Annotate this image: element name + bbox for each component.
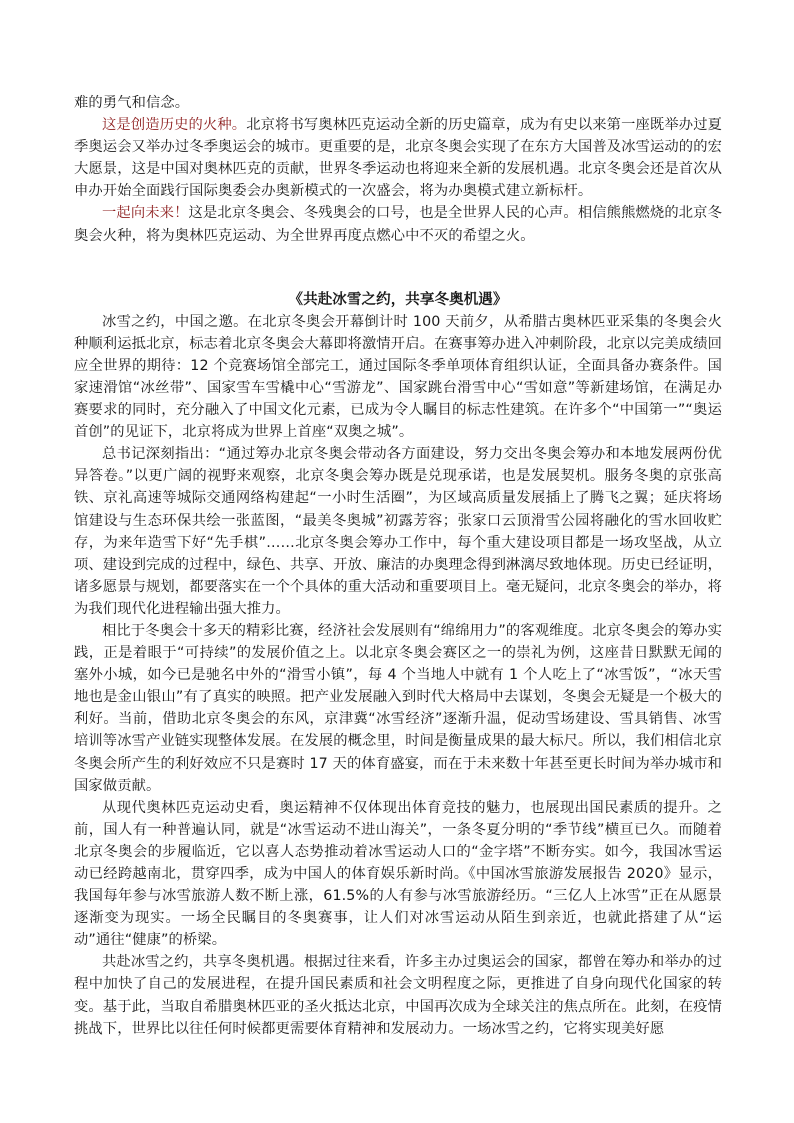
intro-paragraph-2 bbox=[74, 202, 722, 246]
intro-paragraph-2-body: 这是北京冬奥会、冬残奥会的口号，也是全世界人民的心声。相信熊熊燃烧的北京冬奥会火种，将为奥林匹克运动、为全世界再度点燃心中不灭的希望之火。 bbox=[74, 205, 722, 244]
article-paragraph-4: 从现代奥林匹克运动史看，奥运精神不仅体现出体育竞技的魅力，也展现出国民素质的提升。之前，国人有一种普遍认同，就是“冰雪运动不进山海关”，一条冬夏分明的“季节线”横亘已久。而随着北京冬奥会的步履临近，它以喜人态势推动着冰雪运动人口的“金字塔”不断夯实。如今，我国冰雪运动已经跨越南北，贯穿四季，成为中国人的体育娱乐新时尚。《中国冰雪旅游发展报告 2020》显示，我国每年参与冰雪旅游人数不断上涨，61.5%的人有参与冰雪旅游经历。“三亿人上冰雪”正在从愿景逐渐变为现实。一场全民瞩目的冬奥赛事，让人们对冰雪运动从陌生到亲近，也就此搭建了从“运动”通往“健康”的桥梁。 bbox=[74, 799, 722, 949]
intro-paragraph-2-lead: 一起向未来！ bbox=[102, 205, 189, 222]
article-paragraph-3: 相比于冬奥会十多天的精彩比赛，经济社会发展则有“绵绵用力”的客观维度。北京冬奥会的筹办实践，正是着眼于“可持续”的发展价值之上。以北京冬奥会赛区之一的崇礼为例，这座昔日默默无闻的塞外小城，如今已是驰名中外的“滑雪小镇”，每 4 个当地人中就有 1 个人吃上了“冰雪饭”，“冰天雪地也是金山银山”有了真实的映照。把产业发展融入到时代大格局中去谋划，冬奥会无疑是一个极大的利好。当前，借助北京冬奥会的东风，京津冀“冰雪经济”逐渐升温，促动雪场建设、雪具销售、冰雪培训等冰雪产业链实现整体发展。在发展的概念里，时间是衡量成果的最大标尺。所以，我们相信北京冬奥会所产生的利好效应不只是赛时 17 天的体育盛宴，而在于未来数十年甚至更长时间为举办城市和国家做贡献。 bbox=[74, 622, 722, 794]
article-paragraph-1: 冰雪之约，中国之邀。在北京冬奥会开幕倒计时 100 天前夕，从希腊古奥林匹亚采集的冬奥会火种顺利运抵北京，标志着北京冬奥会大幕即将激情开启。在赛事筹办进入冲刺阶段，北京以完美成绩回应全世界的期待：12 个竞赛场馆全部完工，通过国际冬季单项体育组织认证，全面具备办赛条件。国家速滑馆“冰丝带”、国家雪车雪橇中心“雪游龙”、国家跳台滑雪中心“雪如意”等新建场馆，在满足办赛要求的同时，充分融入了中国文化元素，已成为令人瞩目的标志性建筑。在许多个“中国第一”“奥运首创”的见证下，北京将成为世界上首座“双奥之城”。 bbox=[74, 313, 722, 441]
intro-paragraph-1 bbox=[74, 114, 722, 202]
intro-paragraph-1-lead: 这是创造历史的火种。 bbox=[102, 117, 247, 134]
article-paragraph-2: 总书记深刻指出：“通过筹办北京冬奥会带动各方面建设，努力交出冬奥会筹办和本地发展两份优异答卷。”以更广阔的视野来观察，北京冬奥会筹办既是兑现承诺，也是发展契机。服务冬奥的京张高铁、京礼高速等城际交通网络构建起“一小时生活圈”，为区域高质量发展插上了腾飞之翼；延庆将场馆建设与生态环保共绘一张蓝图，“最美冬奥城”初露芳容；张家口云顶滑雪公园将融化的雪水回收贮存，为来年造雪下好“先手棋”……北京冬奥会筹办工作中，每个重大建设项目都是一场攻坚战，从立项、建设到完成的过程中，绿色、共享、开放、廉洁的办奥理念得到淋漓尽致地体现。历史已经证明，诸多愿景与规划，都要落实在一个个具体的重大活动和重要项目上。毫无疑问，北京冬奥会的举办，将为我们现代化进程输出强大推力。 bbox=[74, 446, 722, 617]
section-gap bbox=[74, 247, 722, 289]
article-paragraph-5: 共赴冰雪之约，共享冬奥机遇。根据过往来看，许多主办过奥运会的国家，都曾在筹办和举办的过程中加快了自己的发展进程，在提升国民素质和社会文明程度之际，更推进了自身向现代化国家的转变。基于此，当取自希腊奥林匹亚的圣火抵达北京，中国再次成为全球关注的焦点所在。此刻，在疫情挑战下，世界比以往任何时候都更需要体育精神和发展动力。一场冰雪之约，它将实现美好愿 bbox=[74, 954, 722, 1037]
intro-paragraph-1-body: 北京将书写奥林匹克运动全新的历史篇章，成为有史以来第一座既举办过夏季奥运会又举办过冬季奥运会的城市。更重要的是，北京冬奥会实现了在东方大国普及冰雪运动的的宏大愿景，这是中国对奥林匹克的贡献，世界冬季运动也将迎来全新的发展机遇。北京冬奥会还是首次从申办开始全面践行国际奥委会办奥新模式的一次盛会，将为办奥模式建立新标杆。 bbox=[74, 117, 723, 200]
intro-paragraph-0: 难的勇气和信念。 bbox=[74, 95, 190, 111]
document-page bbox=[74, 92, 722, 1040]
article-title: 《共赴冰雪之约，共享冬奥机遇》 bbox=[288, 291, 508, 308]
